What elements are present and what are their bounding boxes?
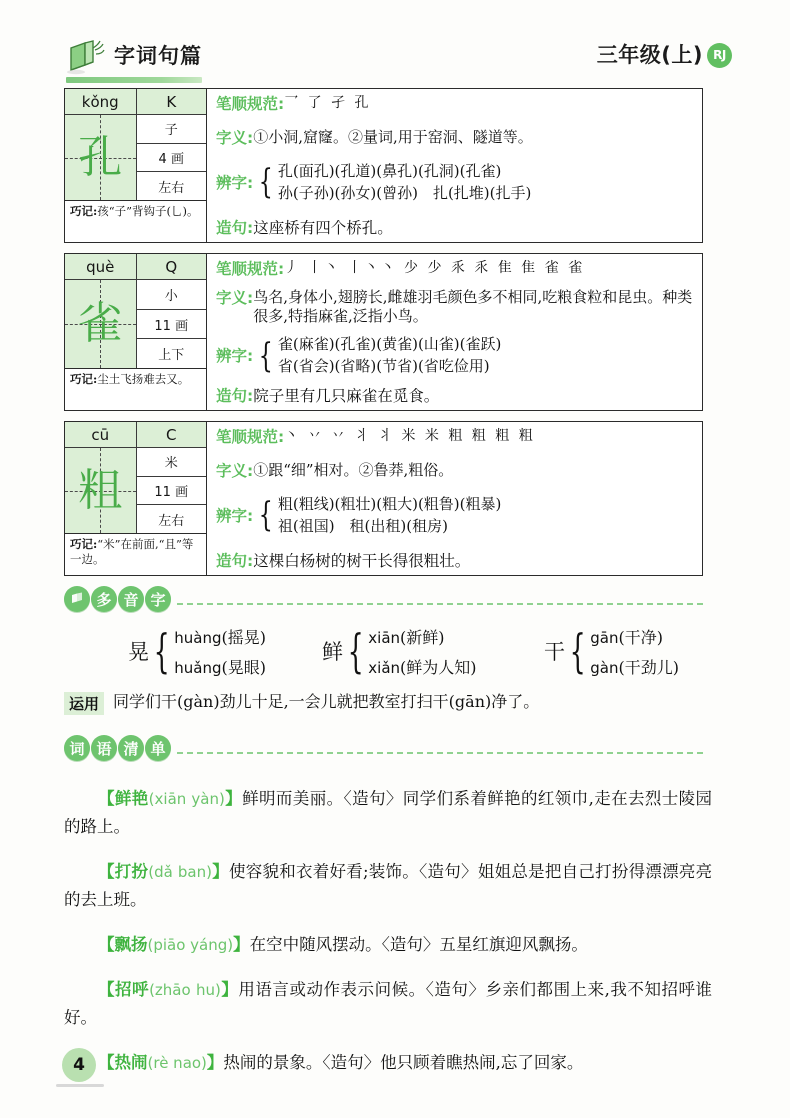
polyphonic-item [322,625,477,678]
reading-word: (干劲儿) [618,657,680,677]
distinguish-line: 粗(粗线)(粗壮)(粗大)(粗鲁)(粗暴) [277,495,502,514]
page-title: 字词句篇 [114,44,202,68]
distinguish-row [216,162,696,204]
character-grid-cell [65,448,136,533]
mnemonic-cell [65,533,206,575]
stroke-order-row [216,259,696,279]
section-heading-polyphonic [64,586,703,612]
polyphonic-readings [368,625,476,678]
radical-cell: 小 [137,280,207,310]
stroke-order-label: 笔顺规范: [216,428,285,446]
definition-value: ①跟“细”相对。②鲁莽,粗俗。 [253,461,454,480]
attributes-column [137,89,207,200]
mnemonic-cell [65,200,206,242]
character-info-block [65,254,207,410]
reading-pinyin: xiǎn [368,658,401,677]
reading-word: (摇晃) [221,627,267,647]
character-glyph: 粗 [78,464,123,516]
sentence-label: 造句: [216,386,254,405]
polyphonic-readings [590,625,679,678]
radical-cell: 米 [137,448,207,477]
section-heading-vocabulary [64,735,703,761]
vocabulary-entry [64,858,712,915]
pinyin-glyph-column [65,422,137,533]
bracket-open: 【 [98,979,116,999]
mnemonic-label: 巧记: [70,537,98,551]
distinguish-line: 省(省会)(省略)(节省)(省吃俭用) [277,357,490,376]
open-book-icon [62,36,106,80]
vocab-pinyin: (rè nao) [147,1054,207,1073]
reading-word: (鲜为人知) [400,657,477,677]
polyphonic-reading [368,625,476,648]
mnemonic-cell [65,368,206,410]
heading-char-bubble: 清 [118,735,144,761]
vocab-word: 飘扬 [114,935,148,954]
pinyin-cell: kǒng [65,89,136,115]
attributes-column [137,254,207,368]
vocabulary-entry [64,785,712,842]
stroke-count-cell: 4 画 [137,144,207,173]
vocab-definition: 用语言或动作表示问候。 [238,979,426,999]
character-info-block [65,422,207,575]
polyphonic-reading [590,625,679,648]
vocab-definition: 使容貌和衣着好看;装饰。 [228,861,420,881]
heading-char-bubble: 字 [145,586,171,612]
page-number: 4 [62,1048,96,1082]
usage-label: 运用 [64,692,104,715]
distinguish-line: 孔(面孔)(孔道)(鼻孔)(孔洞)(孔雀) [277,162,502,181]
book-bubble-icon [64,586,90,612]
heading-bubbles [64,586,171,612]
polyphonic-reading [368,655,476,678]
publisher-badge: RJ [707,43,732,68]
brace-glyph: { [569,623,586,678]
example-label: 〈造句〉 [381,935,440,954]
sentence-value: 这座桥有四个桥孔。 [253,218,393,237]
vocabulary-entry [64,1049,712,1077]
character-info-top [65,89,206,200]
bracket-open: 【 [98,935,115,954]
distinguish-line: 祖(祖国) 租(出租)(租房) [277,517,448,536]
usage-row [64,692,724,715]
sentence-label: 造句: [216,551,254,570]
vocab-word: 热闹 [114,1053,148,1073]
initial-letter-cell: K [137,89,207,115]
bracket-open: 【 [98,861,115,881]
brace-glyph: { [347,623,364,678]
distinguish-line: 孙(子孙)(孙女)(曾孙) 扎(扎堆)(扎手) [277,184,532,203]
mnemonic-label: 巧记: [70,204,98,218]
character-grid-cell [65,115,136,200]
vocab-pinyin: (piāo yáng) [147,936,234,954]
stroke-order-row [216,427,696,447]
reading-word: (新鲜) [400,627,445,647]
brace-glyph: { [258,495,274,536]
character-info-block [65,89,207,242]
stroke-count-cell: 11 画 [137,477,207,506]
mnemonic-text: 尘土飞扬难去又。 [97,372,190,386]
vocabulary-list [64,768,712,1080]
vocab-definition: 鲜明而美丽。 [242,788,344,808]
stroke-order-row [216,94,696,114]
sentence-value: 院子里有几只麻雀在觅食。 [253,386,440,405]
polyphonic-item [544,625,679,678]
distinguish-lines [278,162,532,204]
header-left [62,36,202,80]
attributes-column [137,422,207,533]
definition-row [216,461,696,481]
sentence-label: 造句: [216,218,254,237]
vocab-pinyin: (zhāo hu) [149,980,221,999]
example-label: 〈造句〉 [343,788,403,808]
vocab-example: 姐姐总是把自己打扮得漂漂亮亮的去上班。 [64,861,713,910]
bracket-close: 】 [206,1053,224,1073]
radical-cell: 子 [137,115,207,144]
bracket-close: 】 [233,935,250,954]
character-detail-block [207,89,702,242]
structure-cell: 上下 [158,348,185,364]
character-detail-block [207,422,702,575]
vocab-definition: 热闹的景象。 [223,1053,323,1073]
polyphonic-reading [590,655,679,678]
definition-label: 字义: [216,462,254,481]
mnemonic-label: 巧记: [70,372,98,386]
sentence-value: 这棵白杨树的树干长得很粗壮。 [253,551,471,570]
heading-char-bubble: 多 [91,586,117,612]
character-glyph: 孔 [78,131,123,183]
example-label: 〈造句〉 [419,861,478,881]
bracket-open: 【 [98,788,115,808]
polyphonic-reading [174,625,266,648]
mnemonic-text: “米”在前面,“且”等一边。 [70,537,194,566]
polyphonic-item [128,625,266,678]
pinyin-glyph-column [65,254,137,368]
vocab-word: 打扮 [114,861,149,881]
stroke-count-cell: 11 画 [137,310,207,340]
vocab-example: 同学们系着鲜艳的红领巾,走在去烈士陵园的路上。 [64,788,713,836]
initial-letter-cell: Q [137,254,207,280]
title-underline [66,77,202,83]
bracket-close: 】 [220,979,239,999]
brace-glyph: { [258,335,274,376]
heading-char-bubble: 单 [145,735,171,761]
polyphonic-list [64,620,724,682]
character-info-top [65,422,206,533]
bracket-open: 【 [98,1053,115,1073]
definition-row [216,128,696,148]
reading-pinyin: huǎng [174,658,222,677]
grade-label: 三年级(上) [596,43,703,67]
reading-word: (干净) [618,627,664,647]
heading-char-bubble: 音 [118,586,144,612]
page-header [0,36,790,88]
vocab-pinyin: (dǎ ban) [148,862,212,881]
example-label: 〈造句〉 [322,1053,381,1073]
distinguish-row [216,495,696,537]
brace-glyph: { [153,623,170,678]
reading-pinyin: gān [590,628,619,647]
reading-pinyin: xiān [368,628,401,647]
definition-row [216,288,696,327]
vocab-example: 五星红旗迎风飘扬。 [439,935,588,954]
heading-char-bubble: 词 [64,735,90,761]
bracket-close: 】 [224,788,243,808]
reading-pinyin: gàn [590,658,619,677]
polyphonic-readings [174,625,266,678]
structure-cell: 左右 [158,513,185,529]
reading-pinyin: huàng [174,628,222,647]
distinguish-label: 辨字: [216,173,254,192]
vocab-word: 招呼 [115,979,150,999]
sentence-row [216,551,696,571]
definition-label: 字义: [216,129,254,148]
distinguish-line: 雀(麻雀)(孔雀)(黄雀)(山雀)(雀跃) [277,335,502,354]
polyphonic-reading [174,655,266,678]
distinguish-label: 辨字: [216,506,254,525]
heading-dashed-rule [177,603,703,605]
character-entry-table [64,253,703,411]
polyphonic-char: 晃 [128,640,149,664]
reading-word: (晃眼) [221,657,267,677]
character-entry-table [64,88,703,243]
polyphonic-char: 鲜 [322,640,343,664]
distinguish-row [216,335,696,377]
distinguish-lines [278,495,502,537]
stroke-order-label: 笔顺规范: [216,260,285,278]
vocab-pinyin: (xiān yàn) [148,789,225,808]
example-label: 〈造句〉 [425,979,486,999]
vocab-example: 乡亲们都围上来,我不知招呼谁好。 [64,979,713,1028]
pinyin-glyph-column [65,89,137,200]
vocab-example: 他只顾着瞧热闹,忘了回家。 [380,1053,584,1073]
stroke-order-label: 笔顺规范: [216,95,285,113]
vocab-word: 鲜艳 [114,788,149,808]
vocabulary-entry [64,931,712,959]
stroke-order-value: 丿 丨丶 丨丶丶 少 少 乑 乑 隹 隹 雀 雀 [284,260,585,276]
vocab-definition: 在空中随风摆动。 [249,935,382,954]
character-info-top [65,254,206,368]
brace-glyph: { [258,162,274,203]
character-glyph: 雀 [78,298,123,349]
sentence-row [216,218,696,238]
vocabulary-entry [64,976,712,1033]
mnemonic-text: 孩“子”背钩子(乚)。 [97,204,199,218]
distinguish-lines [278,335,502,377]
pinyin-cell: què [65,254,136,280]
usage-text: 同学们干(gàn)劲儿十足,一会儿就把教室打扫干(gān)净了。 [113,692,540,711]
polyphonic-char: 干 [544,640,565,664]
sentence-row [216,386,696,406]
character-grid-cell [65,280,136,368]
header-right [597,39,732,69]
heading-dashed-rule [177,752,703,754]
distinguish-label: 辨字: [216,347,254,366]
initial-letter-cell: C [137,422,207,448]
stroke-order-value: 丶 丷 丷 丬 丬 米 米 粗 粗 粗 粗 [284,428,536,444]
definition-value: ①小洞,窟窿。②量词,用于窑洞、隧道等。 [253,128,533,147]
pinyin-cell: cū [65,422,136,448]
definition-value: 鸟名,身体小,翅膀长,雌雄羽毛颜色多不相同,吃粮食粒和昆虫。种类很多,特指麻雀,泛指小鸟。 [253,287,693,326]
heading-bubbles [64,735,171,761]
heading-char-bubble: 语 [91,735,117,761]
structure-cell: 左右 [158,180,185,196]
character-entry-table [64,421,703,576]
bracket-close: 】 [211,861,229,881]
stroke-order-value: 乛 了 孑 孔 [284,95,372,111]
character-detail-block [207,254,702,410]
definition-label: 字义: [216,288,254,307]
